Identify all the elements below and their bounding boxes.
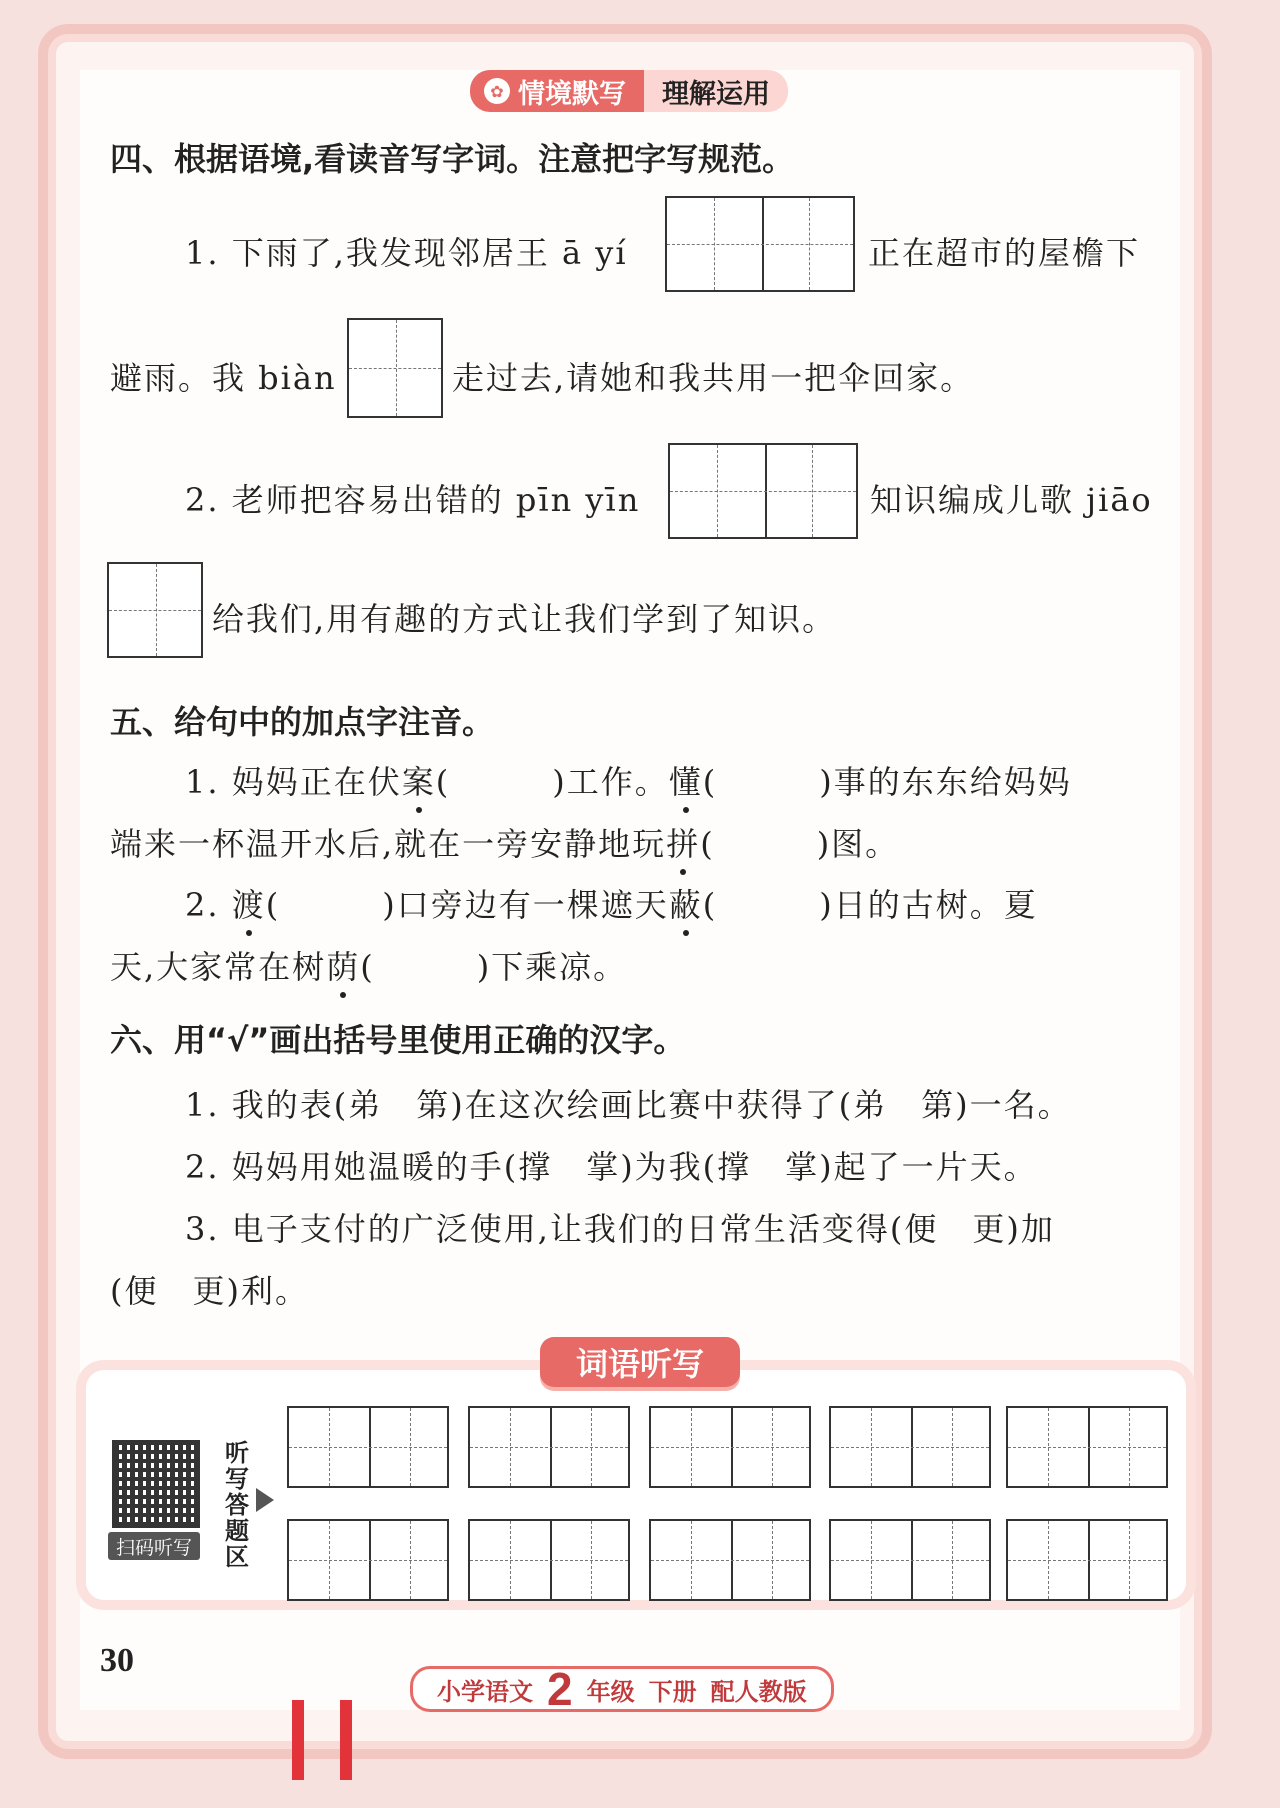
s5-line2 [110, 819, 899, 865]
s5-line4-text: ( )下乘凉。 [360, 948, 628, 986]
dictation-answer-box[interactable] [649, 1406, 811, 1488]
dictation-answer-box[interactable] [829, 1406, 991, 1488]
dictation-answer-box[interactable] [829, 1519, 991, 1601]
page-number: 30 [100, 1642, 134, 1679]
dotted-char: 渡 [232, 880, 266, 926]
s6-line2: 2. 妈妈用她温暖的手(撑 掌)为我(撑 掌)起了一片天。 [185, 1148, 1038, 1186]
s6-line1: 1. 我的表(弟 第)在这次绘画比赛中获得了(弟 第)一名。 [185, 1086, 1072, 1124]
tab-understanding [644, 70, 788, 112]
footer-label [410, 1663, 834, 1715]
dictation-answer-box[interactable] [649, 1519, 811, 1601]
arrow-right-icon [256, 1488, 274, 1512]
dictation-answer-box[interactable] [287, 1519, 449, 1601]
answer-box-ayi[interactable] [665, 196, 855, 292]
dictation-answer-box[interactable] [287, 1406, 449, 1488]
dictation-answer-box[interactable] [468, 1406, 630, 1488]
q2-text-a: 2. 老师把容易出错的 pīn yīn [185, 481, 641, 519]
section4-title: 四、根据语境,看读音写字词。注意把字写规范。 [110, 140, 795, 178]
answer-box-bian[interactable] [347, 318, 443, 418]
dotted-char: 案 [402, 757, 436, 803]
s5-line3-text: 2. [185, 886, 232, 924]
dictation-answer-box[interactable] [1006, 1519, 1168, 1601]
tab-situational-dictation [470, 70, 644, 112]
s5-line1 [185, 757, 1072, 803]
section5-title: 五、给句中的加点字注音。 [110, 703, 495, 741]
q1-text-c: 避雨。我 biàn [110, 359, 337, 397]
s5-line2-text: 端来一杯温开水后,就在一旁安静地玩 [110, 825, 667, 863]
answer-box-jiao[interactable] [107, 562, 203, 658]
dictation-title: 词语听写 [540, 1337, 740, 1387]
tab-active-label: 情境默写 [518, 78, 626, 110]
answer-box-pinyin[interactable] [668, 443, 858, 539]
s5-line2-text: ( )图。 [700, 825, 900, 863]
s5-line1-text: ( )事的东东给妈妈 [702, 763, 1072, 801]
footer-subject: 小学语文 [437, 1677, 533, 1706]
section6-title: 六、用“√”画出括号里使用正确的汉字。 [110, 1021, 686, 1059]
decorative-bar [292, 1700, 304, 1780]
dotted-char: 蔽 [669, 880, 703, 926]
q1-text-b: 正在超市的屋檐下 [868, 234, 1141, 272]
dotted-char: 荫 [326, 942, 360, 988]
footer-grade: 2 [547, 1663, 573, 1715]
footer-volume: 下册 [648, 1677, 697, 1706]
dictation-answer-box[interactable] [1006, 1406, 1168, 1488]
qr-label: 扫码听写 [108, 1532, 200, 1560]
answer-area-label: 听写答题区 [225, 1439, 249, 1571]
s5-line4 [110, 942, 627, 988]
s5-line3-text: ( )日的古树。夏 [702, 886, 1038, 924]
s5-line4-text: 天,大家常在树 [110, 948, 327, 986]
tab-inactive-label: 理解运用 [662, 78, 770, 110]
s5-line1-text: ( )工作。 [435, 763, 669, 801]
footer-edition: 配人教版 [710, 1677, 807, 1706]
header-tabs [470, 70, 788, 112]
s5-line3 [185, 880, 1038, 926]
q1-text-d: 走过去,请她和我共用一把伞回家。 [452, 359, 975, 397]
s6-line4: (便 更)利。 [110, 1272, 309, 1310]
footer-grade-unit: 年级 [586, 1677, 635, 1706]
q1-text-a: 1. 下雨了,我发现邻居王 ā yí [185, 234, 628, 272]
s5-line3-text: ( )口旁边有一棵遮天 [265, 886, 669, 924]
q2-text-c: 给我们,用有趣的方式让我们学到了知识。 [212, 600, 837, 638]
decorative-bar [340, 1700, 352, 1780]
q2-text-b: 知识编成儿歌 jiāo [870, 481, 1153, 519]
s6-line3: 3. 电子支付的广泛使用,让我们的日常生活变得(便 更)加 [185, 1210, 1055, 1248]
s5-line1-text: 1. 妈妈正在伏 [185, 763, 402, 801]
dotted-char: 懂 [669, 757, 703, 803]
gear-icon: ✿ [484, 78, 510, 104]
dotted-char: 拼 [666, 819, 700, 865]
dictation-answer-box[interactable] [468, 1519, 630, 1601]
qr-code-icon[interactable] [112, 1440, 200, 1528]
